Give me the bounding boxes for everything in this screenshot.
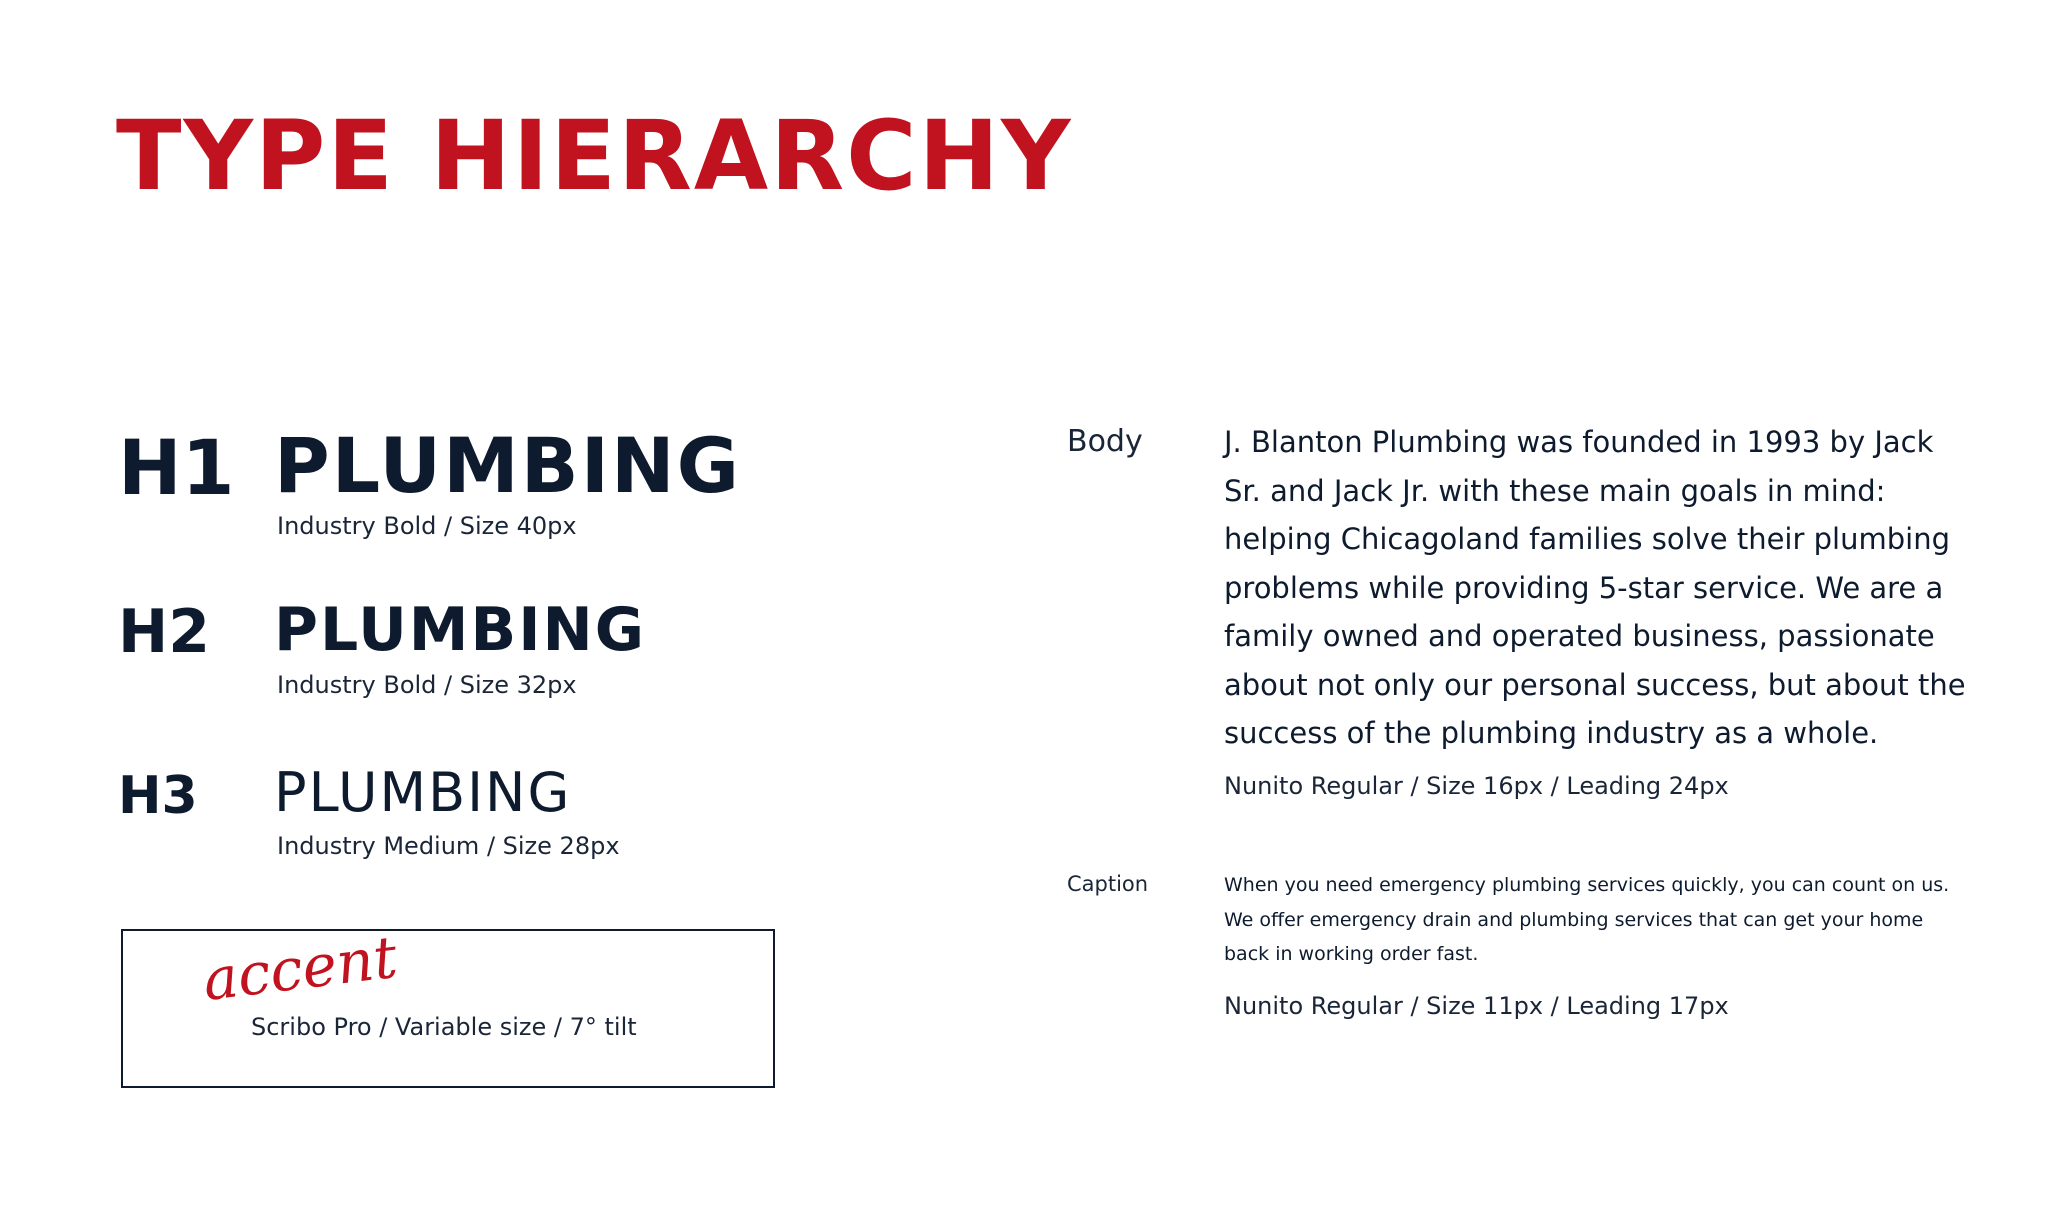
body-label: Body — [1067, 424, 1143, 459]
body-spec: Nunito Regular / Size 16px / Leading 24px — [1224, 772, 1729, 800]
h1-sample-text: PLUMBING — [274, 421, 741, 510]
caption-spec: Nunito Regular / Size 11px / Leading 17px — [1224, 992, 1729, 1020]
h2-level-tag: H2 — [118, 597, 210, 667]
h3-sample-text: PLUMBING — [274, 761, 572, 824]
accent-spec: Scribo Pro / Variable size / 7° tilt — [251, 1013, 637, 1041]
h1-spec: Industry Bold / Size 40px — [277, 512, 577, 540]
page-title: TYPE HIERARCHY — [116, 100, 1073, 212]
caption-sample-text: When you need emergency plumbing services quickly, you can count on us. We offer emergency drain and plumbing services that can get your home back in working order fast. — [1224, 874, 1950, 965]
accent-sample-box — [121, 922, 775, 1088]
body-sample-text: J. Blanton Plumbing was founded in 1993 by Jack Sr. and Jack Jr. with these main goals in mind: helping Chicagoland families solve their plumbing problems while providing 5-star service. We are a family owned and operated business, passionate about not only our personal success, but about the success of the plumbing industry as a whole. — [1224, 425, 1966, 750]
h3-level-tag: H3 — [118, 766, 198, 826]
accent-sample-word: accent — [199, 922, 401, 1014]
h3-spec: Industry Medium / Size 28px — [277, 832, 620, 860]
h2-spec: Industry Bold / Size 32px — [277, 671, 577, 699]
h2-sample-text: PLUMBING — [274, 595, 647, 665]
caption-label: Caption — [1067, 872, 1149, 896]
h1-level-tag: H1 — [118, 423, 235, 512]
